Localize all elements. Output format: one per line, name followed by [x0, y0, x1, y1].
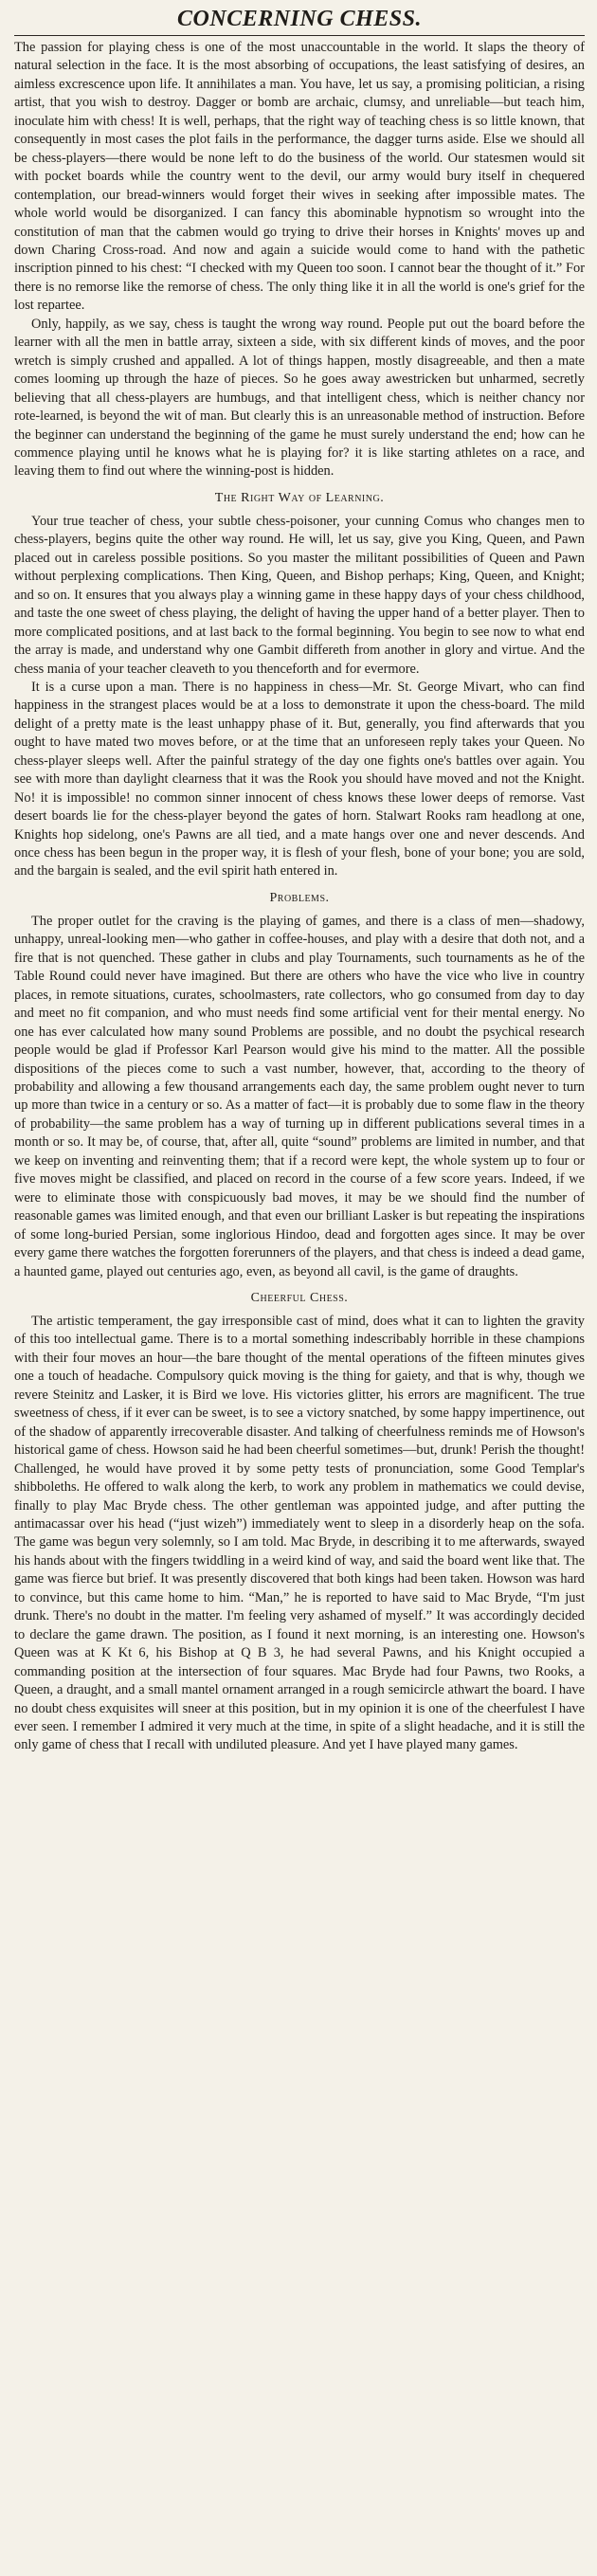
- section-right-way: [14, 489, 585, 881]
- paragraph: It is a curse upon a man. There is no happiness in chess—Mr. St. George Mivart, who can find happiness in the strangest places would be at a loss to demonstrate it upon the chess-board. The mild delight of a pretty mate is the least unhappy phase of it. But, generally, you find afterwards that you ought to have mated two moves before, or at the time that an unforeseen reply takes your Queen. No chess-player sleeps well. After the painful strategy of the day one fights one's battles over again. You see with more than daylight clearness that it was the Rook you should have moved and not the Knight. No! it is impossible! no common sinner innocent of chess knows these lower deeps of remorse. Vast desert boards lie for the chess-player beyond the gates of horn. Stalwart Rooks ram headlong at one, Knights hop sidelong, one's Pawns are all tied, and a mate hangs over one and never descends. And once chess has been begun in the proper way, it is flesh of your flesh, bone of your bone; you are sold, and the bargain is sealed, and the evil spirit hath entered in.: [14, 679, 585, 880]
- section-heading: The Right Way of Learning.: [214, 490, 385, 505]
- section-intro: [14, 39, 585, 481]
- article-title: CONCERNING CHESS.: [177, 7, 422, 31]
- section-problems: [14, 889, 585, 1281]
- paragraph: The proper outlet for the craving is the playing of games, and there is a class of men—shadowy, unhappy, unreal-looking men—who gather in coffee-houses, and play with a desire that doth not, and a fire that is not quenched. These gather in clubs and play Tournaments, such tournaments as he of the Table Round could never have imagined. But there are others who have the vice who live in country places, in remote situations, curates, schoolmasters, rate collectors, who go consumed from day to day and meet no fit companion, and who must needs find some artificial vent for their mental energy. No one has ever calculated how many sound Problems are possible, and no doubt the psychical research people would be glad if Professor Karl Pearson would give his mind to the matter. All the possible dispositions of the pieces come to such a vast number, however, that, according to the theory of probability and allowing a few thousand arrangements each day, the same problem ought never to turn up more than twice in a century or so. As a matter of fact—it is probably due to some flaw in the theory of probability—the same problem has a way of turning up in different publications several times in a month or so. It may be, of course, that, after all, quite “sound” problems are limited in number, and that we keep on inventing and reinventing them; that if a record were kept, the whole system up to four or five moves might be classified, and placed on record in the course of a few score years. Indeed, if we were to eliminate those with conspicuously bad moves, it may be we should find the number of reasonable games was limited enough, and that even our brilliant Lasker is but repeating the inspirations of some long-buried Persian, some inglorious Hindoo, dead and forgotten ages since. It may be over every game there watches the forgotten forerunners of the players, and that chess is indeed a dead game, a haunted game, played out centuries ago, even, as beyond all cavil, is the game of draughts.: [14, 913, 585, 1279]
- paragraph: The artistic temperament, the gay irresponsible cast of mind, does what it can to lighten the gravity of this too intellectual game. There is to a mortal something indescribably horrible in these champions with their four moves an hour—the bare thought of the mental operations of the fifteen minutes gives one a touch of headache. Compulsory quick moving is the thing for gaiety, and that is why, though we revere Steinitz and Lasker, it is Bird we love. His victories glitter, his errors are magnificent. The true sweetness of chess, if it ever can be sweet, is to see a victory snatched, by some happy impertinence, out of the shadow of apparently irrecoverable disaster. And talking of cheerfulness reminds me of Howson's historical game of chess. Howson said he had been cheerful sometimes—but, drunk! Perish the thought! Challenged, he would have proved it by some petty tests of pronunciation, some Good Templar's shibboleths. He offered to walk along the kerb, to work any problem in mathematics we could devise, finally to play Mac Bryde chess. The other gentleman was appointed judge, and after putting the antimacassar over his head (“just wizeh”) immediately went to sleep in a disorderly heap on the sofa. The game was begun very solemnly, so I am told. Mac Bryde, in describing it to me afterwards, swayed his hands about with the fingers twiddling in a weird kind of way, and said the board went like that. The game was fierce but brief. It was presently discovered that both kings had been taken. Howson was hard to convince, but this came home to him. “Man,” he is reported to have said to Mac Bryde, “I'm just drunk. There's no doubt in the matter. I'm feeling very ashamed of myself.” It was accordingly decided to declare the game drawn. The position, as I found it next morning, is an interesting one. Howson's Queen was at K Kt 6, his Bishop at Q B 3, he had several Pawns, and his Knight occupied a commanding position at the intersection of four squares. Mac Bryde had four Pawns, two Rooks, a Queen, a draught, and a small mantel ornament arranged in a rough semicircle athwart the board. I have no doubt chess exquisites will sneer at this position, but in my opinion it is one of the cheerfulest I have ever seen. I remember I admired it very much at the time, in spite of a slight headache, and it is still the only game of chess that I recall with undiluted pleasure. And yet I have played many games.: [14, 1314, 585, 1753]
- paragraph: Only, happily, as we say, chess is taught the wrong way round. People put out the board before the learner with all the men in battle array, sixteen a side, with six different kinds of moves, and the poor wretch is simply crushed and appalled. A lot of things happen, mostly disagreeable, and then a mate comes looming up through the haze of pieces. So he goes away awestricken but unharmed, secretly believing that all chess-players are humbugs, and that intelligent chess, which is neither chancy nor rote-learned, is beyond the wit of man. But clearly this is an unreasonable method of instruction. Before the beginner can understand the beginning of the game he must surely understand the end; how can he commence playing until he knows what he is playing for? it is like starting athletes on a race, and leaving them to find out where the winning-post is hidden.: [14, 316, 585, 480]
- paragraph: The passion for playing chess is one of the most unaccountable in the world. It slaps the theory of natural selection in the face. It is the most absorbing of occupations, the least satisfying of desires, an aimless excrescence upon life. It annihilates a man. You have, let us say, a promising politician, a rising artist, that you wish to destroy. Dagger or bomb are archaic, clumsy, and unreliable—but teach him, inoculate him with chess! It is well, perhaps, that the right way of teaching chess is so little known, that consequently in most cases the plot fails in the performance, the dagger turns aside. Else we should all be chess-players—there would be none left to do the business of the world. Our statesmen would sit with pocket boards while the country went to the devil, our army would bury itself in chequered contemplation, our bread-winners would forget their wives in seeking after impossible mates. The whole world would be disorganized. I can fancy this abominable hypnotism so wrought into the constitution of man that the cabmen would go trying to drive their horses in Knights' moves up and down Charing Cross-road. And now and again a suicide would come to hand with the pathetic inscription pinned to his chest: “I checked with my Queen too soon. I cannot bear the thought of it.” For there is no remorse like the remorse of chess. The only thing like it in all the world is one's grief for the lost repartee.: [14, 40, 585, 314]
- section-cheerful-chess: [14, 1289, 585, 1755]
- paragraph: Your true teacher of chess, your subtle chess-poisoner, your cunning Comus who changes men to chess-players, begins quite the other way round. He will, let us say, give you King, Queen, and Pawn placed out in careless possible positions. So you master the militant possibilities of Queen and Pawn without perplexing complications. Then King, Queen, and Bishop perhaps; King, Queen, and Knight; and so on. It ensures that you always play a winning game in these happy days of your chess childhood, and taste the one sweet of chess playing, the delight of having the upper hand of a better player. Then to more complicated positions, and at last back to the formal beginning. You begin to see now to what end the array is made, and understand why one Gambit differeth from another in glory and virtue. And the chess mania of your teacher cleaveth to you thenceforth and for evermore.: [14, 513, 585, 677]
- section-heading: Problems.: [269, 890, 330, 905]
- section-heading: Cheerful Chess.: [250, 1291, 349, 1305]
- title-rule: [14, 35, 585, 36]
